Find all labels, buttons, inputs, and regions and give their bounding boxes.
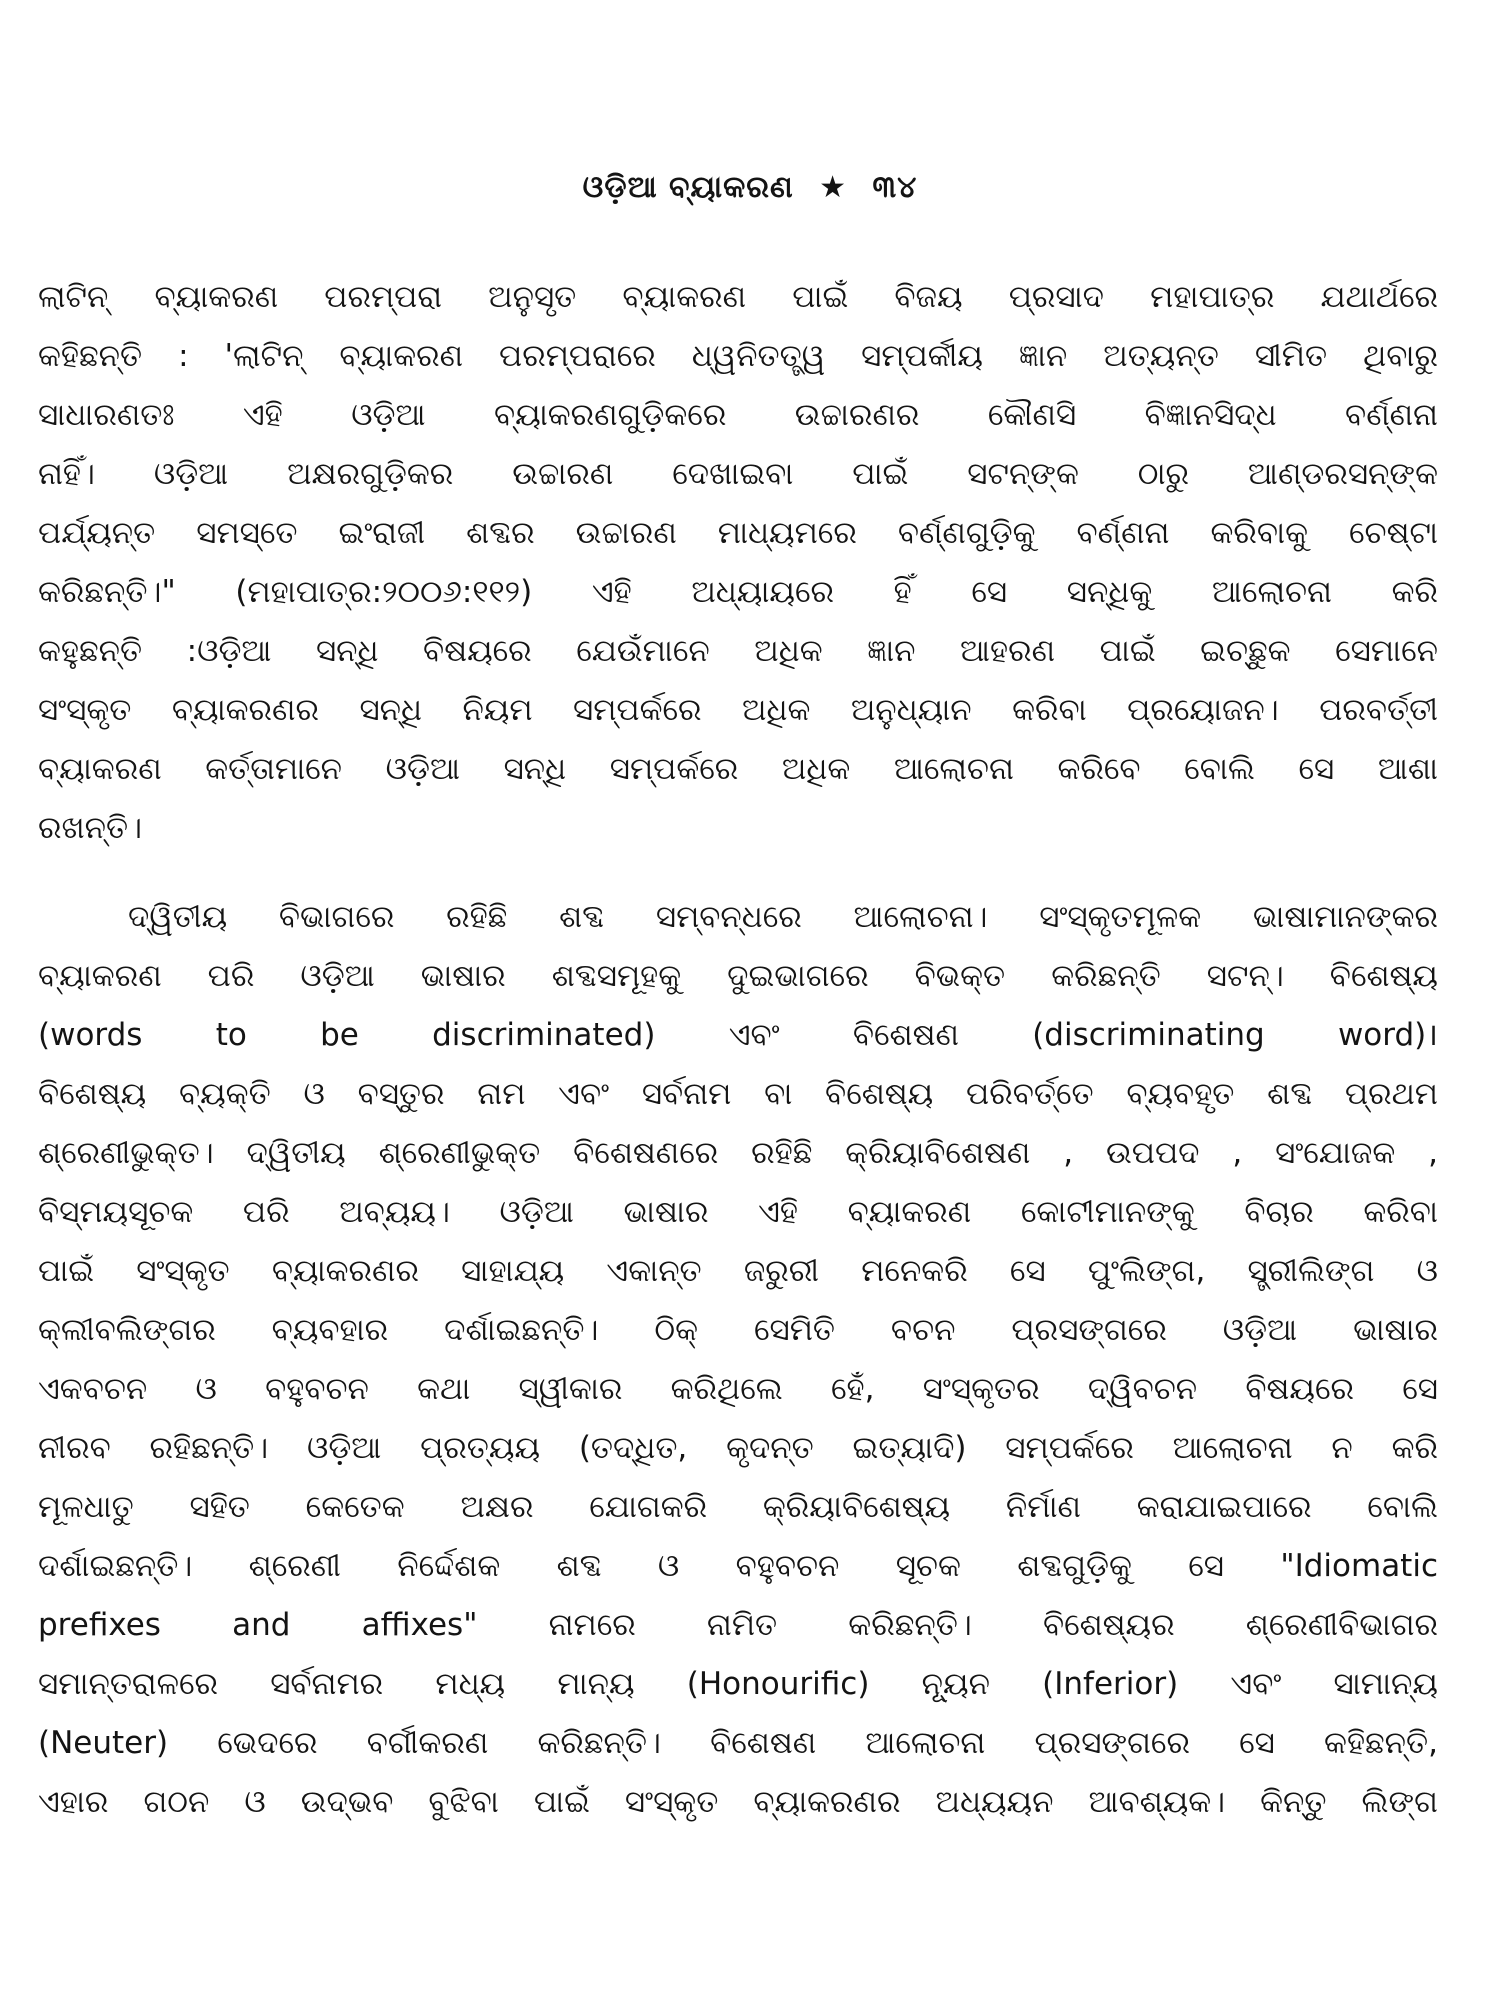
text-line: ମୂଳଧାତୁ ସହିତ କେତେକ ଅକ୍ଷର ଯୋଗକରି କ୍ରିୟାବିଶେଷ୍ୟ ନିର୍ମାଣ କରାଯାଇପାରେ ବୋଲି <box>38 1489 1438 1525</box>
text-line: କହିଛନ୍ତି : 'ଲାଟିନ୍ ବ୍ୟାକରଣ ପରମ୍ପରାରେ ଧ୍ୱନିତତ୍ତ୍ୱ ସମ୍ପର୍କୀୟ ଜ୍ଞାନ ଅତ୍ୟନ୍ତ ସୀମିତ ଥିବାରୁ <box>38 338 1438 374</box>
text-line: କ୍ଲୀବଲିଙ୍ଗର ବ୍ୟବହାର ଦର୍ଶାଇଛନ୍ତି। ଠିକ୍ ସେମିତି ବଚନ ପ୍ରସଙ୍ଗରେ ଓଡ଼ିଆ ଭାଷାର <box>38 1312 1438 1348</box>
text-line: ବ୍ୟାକରଣ କର୍ତ୍ତାମାନେ ଓଡ଼ିଆ ସନ୍ଧି ସମ୍ପର୍କରେ ଅଧିକ ଆଲୋଚନା କରିବେ ବୋଲି ସେ ଆଶା <box>38 751 1438 787</box>
star-icon: ★ <box>819 170 848 205</box>
text-line: ନୀରବ ରହିଛନ୍ତି। ଓଡ଼ିଆ ପ୍ରତ୍ୟୟ (ତଦ୍ଧିତ, କୃଦନ୍ତ ଇତ୍ୟାଦି) ସମ୍ପର୍କରେ ଆଲୋଚନା ନ କରି <box>38 1430 1438 1466</box>
text-line: ରଖନ୍ତି। <box>38 810 143 846</box>
text-line: ଏହାର ଗଠନ ଓ ଉଦ୍‌ଭବ ବୁଝିବା ପାଇଁ ସଂସ୍କୃତ ବ୍ୟାକରଣର ଅଧ୍ୟୟନ ଆବଶ୍ୟକ। କିନ୍ତୁ ଲିଙ୍ଗ <box>38 1784 1438 1820</box>
text-line: prefixes and affixes" ନାମରେ ନାମିତ କରିଛନ୍ତି। ବିଶେଷ୍ୟର ଶ୍ରେଣୀବିଭାଗର <box>38 1607 1438 1643</box>
page-number: ୩୪ <box>872 170 918 205</box>
paragraph-2 <box>38 888 1438 1832</box>
text-line: ବିସ୍ମୟସୂଚକ ପରି ଅବ୍ୟୟ। ଓଡ଼ିଆ ଭାଷାର ଏହି ବ୍ୟାକରଣ କୋଟୀମାନଙ୍କୁ ବିଚାର କରିବା <box>38 1194 1438 1230</box>
text-line: (Neuter) ଭେଦରେ ବର୍ଗୀକରଣ କରିଛନ୍ତି। ବିଶେଷଣ ଆଲୋଚନା ପ୍ରସଙ୍ଗରେ ସେ କହିଛନ୍ତି, <box>38 1725 1438 1761</box>
text-line: ନାହିଁ। ଓଡ଼ିଆ ଅକ୍ଷରଗୁଡ଼ିକର ଉଚ୍ଚାରଣ ଦେଖାଇବା ପାଇଁ ସଟନ୍‌ଙ୍କ ଠାରୁ ଆଣ୍ଡରସନ୍‌ଙ୍କ <box>38 456 1438 492</box>
text-line: ବିଶେଷ୍ୟ ବ୍ୟକ୍ତି ଓ ବସ୍ତୁର ନାମ ଏବଂ ସର୍ବନାମ ବା ବିଶେଷ୍ୟ ପରିବର୍ତ୍ତେ ବ୍ୟବହୃତ ଶବ୍ଦ ପ୍ରଥମ <box>38 1076 1438 1112</box>
book-title: ଓଡ଼ିଆ ବ୍ୟାକରଣ <box>582 170 794 205</box>
text-line: ସମାନ୍ତରାଳରେ ସର୍ବନାମର ମଧ୍ୟ ମାନ୍ୟ (Honourific) ନ୍ୟୂନ (Inferior) ଏବଂ ସାମାନ୍ୟ <box>38 1666 1438 1702</box>
text-line: ଦର୍ଶାଇଛନ୍ତି। ଶ୍ରେଣୀ ନିର୍ଦ୍ଦେଶକ ଶବ୍ଦ ଓ ବହୁବଚନ ସୂଚକ ଶବ୍ଦଗୁଡ଼ିକୁ ସେ "Idiomatic <box>38 1548 1438 1584</box>
text-line: ଶ୍ରେଣୀଭୁକ୍ତ। ଦ୍ୱିତୀୟ ଶ୍ରେଣୀଭୁକ୍ତ ବିଶେଷଣରେ ରହିଛି କ୍ରିୟାବିଶେଷଣ , ଉପପଦ , ସଂଯୋଜକ , <box>38 1135 1438 1171</box>
text-line: କହୁଛନ୍ତି :ଓଡ଼ିଆ ସନ୍ଧି ବିଷୟରେ ଯେଉଁମାନେ ଅଧିକ ଜ୍ଞାନ ଆହରଣ ପାଇଁ ଇଚ୍ଛୁକ ସେମାନେ <box>38 633 1438 669</box>
text-line: ପାଇଁ ସଂସ୍କୃତ ବ୍ୟାକରଣର ସାହାଯ୍ୟ ଏକାନ୍ତ ଜରୁରୀ ମନେକରି ସେ ପୁଂଲିଙ୍ଗ, ସ୍ତ୍ରୀଲିଙ୍ଗ ଓ <box>38 1253 1438 1289</box>
running-head <box>0 170 1500 205</box>
text-line: ସାଧାରଣତଃ ଏହି ଓଡ଼ିଆ ବ୍ୟାକରଣଗୁଡ଼ିକରେ ଉଚ୍ଚାରଣର କୌଣସି ବିଜ୍ଞାନସିଦ୍ଧ ବର୍ଣ୍ଣନା <box>38 397 1438 433</box>
text-line: ସଂସ୍କୃତ ବ୍ୟାକରଣର ସନ୍ଧି ନିୟମ ସମ୍ପର୍କରେ ଅଧିକ ଅନୁଧ୍ୟାନ କରିବା ପ୍ରୟୋଜନ। ପରବର୍ତ୍ତୀ <box>38 692 1438 728</box>
text-line: (words to be discriminated) ଏବଂ ବିଶେଷଣ (discriminating word)। <box>38 1017 1438 1053</box>
text-line: ବ୍ୟାକରଣ ପରି ଓଡ଼ିଆ ଭାଷାର ଶବ୍ଦସମୂହକୁ ଦୁଇଭାଗରେ ବିଭକ୍ତ କରିଛନ୍ତି ସଟନ୍। ବିଶେଷ୍ୟ <box>38 958 1438 994</box>
text-line: ପର୍ଯ୍ୟନ୍ତ ସମସ୍ତେ ଇଂରାଜୀ ଶବ୍ଦର ଉଚ୍ଚାରଣ ମାଧ୍ୟମରେ ବର୍ଣ୍ଣଗୁଡ଼ିକୁ ବର୍ଣ୍ଣନା କରିବାକୁ ଚେଷ୍ଟା <box>38 515 1438 551</box>
body-text <box>38 268 1438 1832</box>
text-line: ଏକବଚନ ଓ ବହୁବଚନ କଥା ସ୍ୱୀକାର କରିଥିଲେ ହେଁ, ସଂସ୍କୃତର ଦ୍ୱିବଚନ ବିଷୟରେ ସେ <box>38 1371 1438 1407</box>
paragraph-1 <box>38 268 1438 858</box>
text-line: କରିଛନ୍ତି।" (ମହାପାତ୍ର:୨୦୦୬:୧୧୨) ଏହି ଅଧ୍ୟାୟରେ ହିଁ ସେ ସନ୍ଧିକୁ ଆଲୋଚନା କରି <box>38 574 1438 610</box>
text-line: ଦ୍ୱିତୀୟ ବିଭାଗରେ ରହିଛି ଶବ୍ଦ ସମ୍ବନ୍ଧରେ ଆଲୋଚନା। ସଂସ୍କୃତମୂଳକ ଭାଷାମାନଙ୍କର <box>128 899 1438 935</box>
text-line: ଲାଟିନ୍ ବ୍ୟାକରଣ ପରମ୍ପରା ଅନୁସୃତ ବ୍ୟାକରଣ ପାଇଁ ବିଜୟ ପ୍ରସାଦ ମହାପାତ୍ର ଯଥାର୍ଥରେ <box>38 279 1438 315</box>
